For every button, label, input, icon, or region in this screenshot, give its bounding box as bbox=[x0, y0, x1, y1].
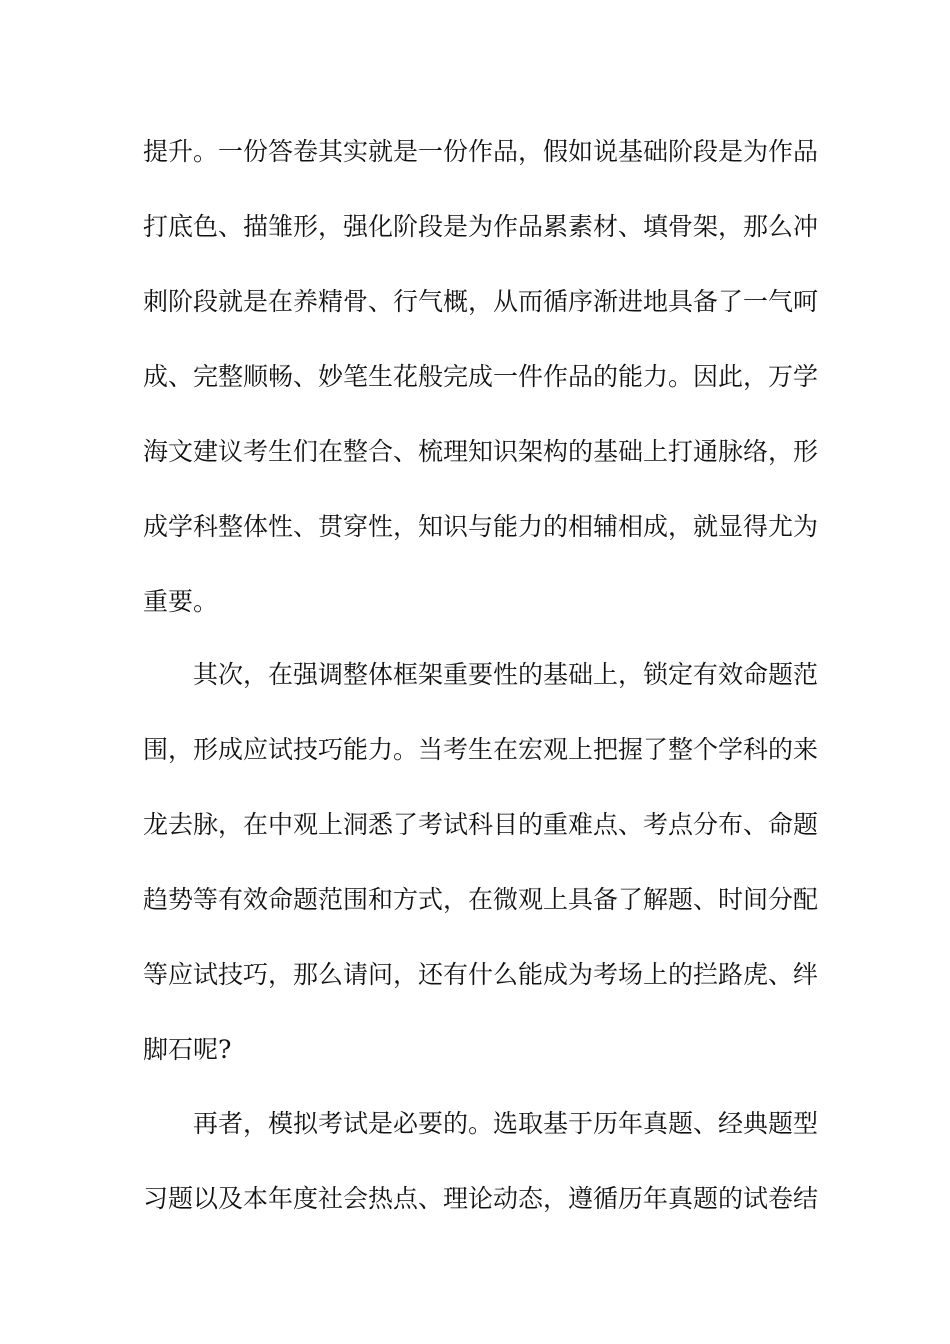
text-line: 刺阶段就是在养精骨、行气概，从而循序渐进地具备了一气呵 bbox=[143, 287, 819, 316]
text-line: 习题以及本年度社会热点、理论动态，遵循历年真题的试卷结 bbox=[143, 1184, 819, 1213]
text-line: 趋势等有效命题范围和方式，在微观上具备了解题、时间分配 bbox=[143, 885, 819, 914]
paragraph-first-line: 再者，模拟考试是必要的。选取基于历年真题、经典题型 bbox=[193, 1109, 819, 1138]
text-line: 重要。 bbox=[143, 587, 219, 616]
text-line: 海文建议考生们在整合、梳理知识架构的基础上打通脉络，形 bbox=[143, 437, 819, 466]
text-line: 提升。一份答卷其实就是一份作品，假如说基础阶段是为作品 bbox=[143, 137, 819, 166]
text-line: 脚石呢? bbox=[143, 1035, 232, 1064]
text-line: 成学科整体性、贯穿性，知识与能力的相辅相成，就显得尤为 bbox=[143, 512, 819, 541]
text-line: 打底色、描雏形，强化阶段是为作品累素材、填骨架，那么冲 bbox=[143, 212, 819, 241]
text-line: 等应试技巧，那么请问，还有什么能成为考场上的拦路虎、绊 bbox=[143, 960, 819, 989]
text-line: 龙去脉，在中观上洞悉了考试科目的重难点、考点分布、命题 bbox=[143, 810, 819, 839]
paragraph-first-line: 其次，在强调整体框架重要性的基础上，锁定有效命题范 bbox=[193, 660, 819, 689]
text-line: 围，形成应试技巧能力。当考生在宏观上把握了整个学科的来 bbox=[143, 735, 819, 764]
text-line: 成、完整顺畅、妙笔生花般完成一件作品的能力。因此，万学 bbox=[143, 362, 819, 391]
